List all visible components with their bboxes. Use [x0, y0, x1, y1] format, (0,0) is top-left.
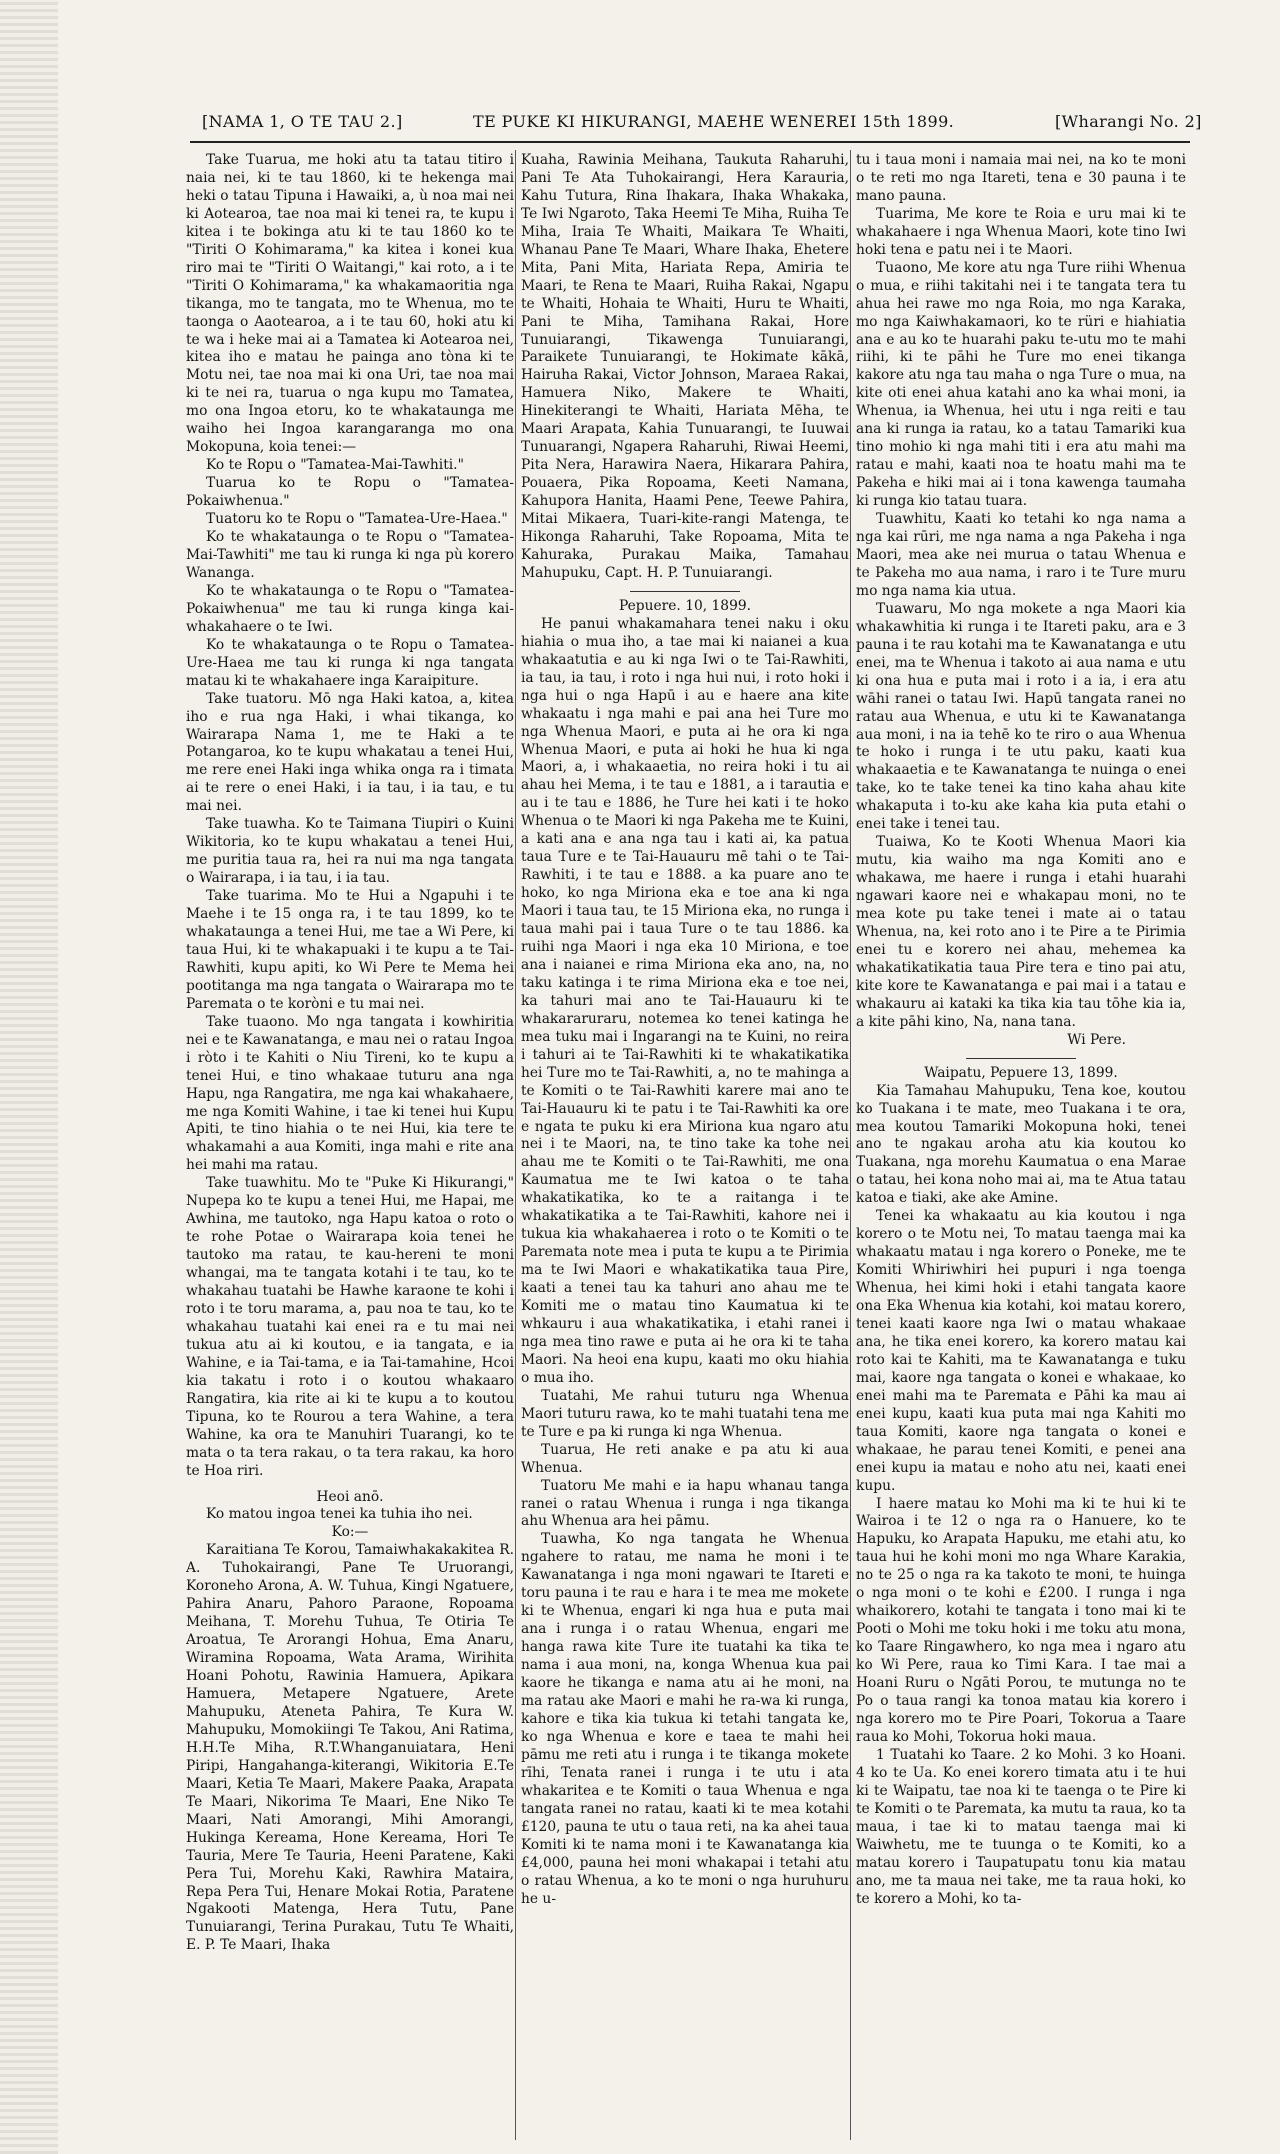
- paragraph: Tuawha, Ko nga tangata he Whenua ngahere to ratau, me nama he moni i te Kawanatanga i nga moni ngawari te Itareti e toru pauna i te rau e hara i te mea me mokete ki te Whenua, engari ki nga hua e puta mai ana i runga i o ratau Whenua, engari me hanga rawa kite Ture ite tuatahi ka tika te nama i aua moni, na, konga Whenua kua pai kaore he tikanga e nama atu ai he moni, na ma ratau ake Maori e mahi he ra-wa ki runga, kahore e tika kia tukua ki tetahi tangata ke, ko nga Whenua e kore e taea te mahi hei pāmu me reti atu i runga i te tikanga mokete rīhi, Tenata ranei i runga i te utu i ata whakaritea e te Komiti o taua Whenua e nga tangata ranei no ratau, kaati ki te mea kotahi £120, pauna te utu o taua reti, na ka ahei taua Komiti ki te nama moni i te Kawanatanga kia £4,000, pauna hei moni whakapai i tetahi atu o ratau Whenua, a ko te moni o nga huruhuru he u-: [521, 1531, 849, 1907]
- page-header: [190, 112, 1202, 140]
- paragraph: Tenei ka whakaatu au kia koutou i nga korero o te Motu nei, To matau taenga mai ka whakaatu matau i nga korero o Poneke, me te Komiti Whiriwhiri hei pupuri i nga toenga Whenua, hei kimi hoki i etahi tangata kaore ona Eka Whenua kia kotahi, koi matau korero, tenei kaati kaore nga Iwi o matau whakaae ana, he tika enei korero, ka korero matau kai roto kai te Kahiti, ma te Kawanatanga e tuku mai, kaore nga tangata o konei e whakaae, ko enei mahi ma te Paremata e Pāhi ka mau ai enei kupu, kaati kua puta mai nga Kahiti mo taua Komiti, kaore nga tangata o konei e whakaae, he parau tenei Komiti, e penei ana enei kupu ia matau e noho atu nei, kaati enei kupu.: [856, 1208, 1186, 1494]
- paragraph: Take Tuarua, me hoki atu ta tatau titiro i naia nei, ki te tau 1860, ki te hekenga mai heki o tatau Tipuna i Hawaiki, a, ù noa mai nei ki Aotearoa, tae noa mai ki tenei ra, te kupu i kitea i te bokinga atu ki te tau 1860 ko te "Tiriti O Kohimarama," ka kitea i konei kua riro mai te "Tiriti O Waitangi," kai roto, a i te "Tiriti O Kohimarama," ka whakamaoritia nga tikanga, mo te tangata, mo te Whenua, mo te taonga o Aaotearoa, a i te tau 60, hoki atu ki te wa i heke mai ai a Tamatea ki Aotearoa nei, kitea iho e matau he painga ano tòna ki te Motu nei, tae noa mai ki ona Uri, tae noa mai ki te nei ra, tuarua o nga kupu mo Tamatea, mo ona Ingoa etoru, ko te whakataunga me waiho hei Ingoa karangaranga mo ona Mokopuna, koia tenei:—: [186, 152, 514, 456]
- paragraph: I haere matau ko Mohi ma ki te hui ki te Wairoa i te 12 o nga ra o Hanuere, ko te Hapuku, ko Arapata Hapuku, me etahi atu, ko taua hui he kohi moni mo nga Whare Karakia, no te 25 o nga ra ka takoto te moni, te huinga o nga moni o te kohi e £200. I runga i nga whaikorero, kotahi te tangata i tono mai ki te Pooti o Mohi me toku hoki i me toku atu mona, ko Taare Ringawhero, ko nga mea i ngaro atu ko Wi Pere, raua ko Timi Kara. I tae mai a Hoani Ruru o Ngāti Porou, te mutunga no te Po o taua rangi ka tonoa matau kia korero i nga korero mo te Pire Poari, Tokorua a Taare raua ko Mohi, Tokorua hoki maua.: [856, 1495, 1186, 1745]
- paragraph: Tuatoru ko te Ropu o "Tamatea-Ure-Haea.": [206, 511, 508, 528]
- paragraph: Ko matou ingoa tenei ka tuhia iho nei.: [206, 1506, 473, 1523]
- paragraph: Tuarima, Me kore te Roia e uru mai ki te whakahaere i nga Whenua Maori, kote tino Iwi hoki tena e patu nei i te Maori.: [856, 205, 1186, 258]
- paragraph: Take tuatoru. Mō nga Haki katoa, a, kitea iho e rua nga Haki, i whai tikanga, ko Wairarapa Nama 1, me te Haki a te Potangaroa, ko te kupu whakatau a tenei Hui, me rere enei Haki inga whika onga ra i timata ai te rere o enei Haki, i ia tau, i ia tau, e tu mai nei.: [186, 690, 514, 815]
- paragraph: Ko te whakataunga o te Ropu o "Tamatea-Pokaiwhenua" me tau ki runga kinga kai-whakahaere o te Iwi.: [186, 582, 514, 635]
- page-number: [Wharangi No. 2]: [1055, 112, 1202, 131]
- paragraph: Tuawaru, Mo nga mokete a nga Maori kia whakawhitia ki runga i te Itareti paku, ara e 3 pauna i te rau kotahi ma te Kawanatanga e utu enei, ma te Whenua i takoto ai aua nama e utu ki ona hua e puta mai i roto i a ia, i era atu wāhi ranei o tatau Iwi. Hapū tangata ranei no ratau aua Whenua, e utu ki te Kawanatanga aua moni, i na ia tehē ko te riro o aua Whenua te hoko i runga i te utu paku, kaati kua whakaaetia e te Kawanatanga te nuinga o enei take, ko te take tenei ka tino kaha ahau kite whakaputa i to-ku ake kaha kia puta etahi o enei take i tenei tau.: [856, 600, 1186, 833]
- paragraph: Take tuarima. Mo te Hui a Ngapuhi i te Maehe i te 15 onga ra, i te tau 1899, ko te whakataunga a tenei Hui, me tae a Wi Pere, ki taua Hui, ki te whakapuaki i te kupu a te Tai-Rawhiti, kupu apiti, ko Wi Pere te Mema hei pootitanga ma nga tangata o Wairarapa mo te Paremata o te koròni e tu mai nei.: [186, 888, 514, 1012]
- section-separator: [630, 591, 740, 592]
- signatories-list: Kuaha, Rawinia Meihana, Taukuta Raharuhi, Pani Te Ata Tuhokairangi, Hera Karauria, Kahu Tutura, Rina Ihakara, Ihaka Whakaka, Te Iwi Ngaroto, Taka Heemi Te Miha, Ruiha Te Miha, Iraia Te Whaiti, Maikara Te Whaiti, Whanau Pane Te Maari, Whare Ihaka, Ehetere Mita, Pani Mita, Hariata Repa, Amiria te Maari, te Rena te Maari, Ruiha Rakai, Ngapu te Whaiti, Hohaia te Whaiti, Huru te Whaiti, Pani te Miha, Tamihana Rakai, Hore Tunuiarangi, Tikawenga Tunuiarangi, Paraikete Tunuiarangi, te Hokimate kākā, Hairuha Rakai, Victor Johnson, Maraea Rakai, Hamuera Niko, Makere te Whaiti, Hinekiterangi te Whaiti, Hariata Mēha, te Maari Arapata, Kahia Tunuarangi, te Iuuwai Tunuarangi, Ngapera Raharuhi, Riwai Heemi, Pita Nera, Harawira Naera, Hikarara Pahira, Pouaera, Pika Ropoama, Keeti Namana, Kahupora Hanita, Haami Pene, Teewe Pahira, Mitai Mikaera, Tuari-kite-rangi Matenga, te Hikonga Raharuhi, Take Ropoama, Mita te Kahuraka, Purakau Maika, Tamahau Mahupuku, Capt. H. P. Tunuiarangi.: [521, 152, 849, 581]
- paragraph: tu i taua moni i namaia mai nei, na ko te moni o te reti mo nga Itareti, tena e 30 pauna i te mano pauna.: [856, 152, 1186, 204]
- paragraph: Tuarua ko te Ropu o "Tamatea-Pokaiwhenua.": [186, 475, 514, 510]
- author-signature: Wi Pere.: [1067, 1031, 1126, 1048]
- closing-heading: Heoi anō.: [316, 1488, 384, 1505]
- paragraph: Tuatahi, Me rahui tuturu nga Whenua Maori tuturu rawa, ko te mahi tuatahi tena me te Ture e pa ki runga ki nga Whenua.: [521, 1387, 849, 1440]
- paragraph: Tuarua, He reti anake e pa atu ki aua Whenua.: [521, 1441, 849, 1476]
- column-3: [856, 152, 1186, 2142]
- paragraph: Tuatoru Me mahi e ia hapu whanau tanga ranei o ratau Whenua i runga i nga tikanga ahu Whenua ara hei pāmu.: [521, 1477, 849, 1530]
- masthead-title: TE PUKE KI HIKURANGI, MAEHE WENEREI 15th 1899.: [473, 112, 955, 131]
- paragraph: Tuawhitu, Kaati ko tetahi ko nga nama a nga kai rūri, me nga nama a nga Pakeha i nga Maori, mea ake nei murua o tatau Whenua e te Pakeha mo aua nama, i raro i te Ture muru mo nga nama kia utua.: [856, 511, 1186, 599]
- paragraph: He panui whakamahara tenei naku i oku hiahia o mua iho, a tae mai ki naianei a kua whakaatutia e au ki nga Iwi o te Tai-Rawhiti, ia tau, ia tau, i roto i nga hui nui, i roto hoki i nga hui o nga Hapū i au e haere ana kite whakaatu i nga mahi e pai ana hei Ture mo nga Whenua Maori, e puta ai he ora ki nga Whenua Maori, e puta ai hoki he hua ki nga Maori, a, i whakaaetia, no reira hoki i tu ai ahau hei Mema, i te tau e 1881, a i tarautia e au i te tau e 1886, he Ture hei kati i te hoko Whenua o te Maori ki nga Pakeha me te Kuini, a kati ana e ana nga tau i kati ai, ka patua taua Ture e te Tai-Hauauru mē tahi o te Tai-Rawhiti, i te tau e 1888. a ka puare ano te hoko, ko nga Miriona eka e toe ana ki nga Maori i taua tau, te 15 Miriona eka, no runga i taua mahi pai i taua Ture o te tau 1886. ka ruihi nga Maori i nga eka 10 Miriona, e toe ana i naianei e rima Miriona eka ano, na, no taku katinga i te rima Miriona eka e toe nei, ka tahuri mai ano te Tai-Hauauru ki te whakararuraru, notemea ko tenei katinga he mea tuku mai i Ingarangi na te Kuini, no reira i tahuri ai te Tai-Rawhiti ki te whakatikatika hei Ture mo te Tai-Rawhiti, a, no te mahinga a te Komiti o te Tai-Rawhiti karere mai ano te Tai-Hauauru ki te patu i te Tai-Rawhiti ka ore e ngata te puku ki era Miriona kua ngaro atu nei i te Maori, na, te tino take ka tohe nei ahau me te Komiti o te Tai-Rawhiti, me ona Kaumatua me te Iwi katoa o te taha whakatikatika, ko te a raitanga i te whakatikatika a te Tai-Rawhiti, kahore nei i tukua kia whakahaerea i roto o te Komiti o te Paremata note mea i puta te kupu a te Pirimia ma te Iwi Maori e whakatikatika taua Pire, kaati a tenei tau ka tahuri ano ahau me te Komiti me o matau tino Kaumatua ki te whkauru i aua whakatikatika, i etahi ranei i nga mea tino rawe e puta ai he ora ki te taha Maori. Na heoi ena kupu, kaati mo oku hiahia o mua iho.: [521, 615, 849, 1386]
- paragraph: Take tuaono. Mo nga tangata i kowhiritia nei e te Kawanatanga, e mau nei o ratau Ingoa i ròto i te Kahiti o Niu Tireni, ko te kupu a tenei Hui, e tino whakaae tuturu ana nga Hapu, nga Rangatira, me nga kai whakahaere, me nga Komiti Wahine, i tae ki tenei hui Kupu Apiti, te tino hiahia o te nei Hui, kia tere te whakamahi a aua Komiti, inga mahi e rite ana hei mahi ma ratau.: [186, 1013, 514, 1174]
- list-heading: Ko:—: [331, 1524, 369, 1541]
- issue-number: [NAMA 1, O TE TAU 2.]: [202, 112, 403, 131]
- paragraph: Ko te whakataunga o te Ropu o Tamatea-Ure-Haea me tau ki runga ki nga tangata matau ki te whakahaere inga Karaipiture.: [186, 636, 514, 689]
- section-separator: [966, 1058, 1076, 1059]
- paragraph: Ko te whakataunga o te Ropu o "Tamatea-Mai-Tawhiti" me tau ki runga ki nga pù korero Wananga.: [186, 529, 514, 581]
- letter-dateline: Waipatu, Pepuere 13, 1899.: [924, 1064, 1118, 1081]
- paragraph: Take tuawhitu. Mo te "Puke Ki Hikurangi," Nupepa ko te kupu a tenei Hui, me Hapai, me Awhina, me tautoko, nga Hapu katoa o roto o te rohe Potae o Wairarapa koia tenei he tautoko ma ratau, te kau-hereni te moni whangai, ma te tangata kotahi i te tau, ko te whakahau tuatahi be Hawhe karaone te kohi i roto i te toru marama, a, pau noa te tau, ko te whakahau tuatahi kai enei ra e tu mai nei tukua atu ai ki koutou, e ia tangata, e ia Wahine, e ia Tai-tama, e ia Tai-tamahine, Hcoi kia takatu i roto i o koutou whakaaro Rangatira, kia rite ai ki te kupu a to koutou Tipuna, ko te Rourou a tera Wahine, a tera Wahine, ka ora te Manuhiri Tuarangi, ko te mata o ta tera rakau, o ta tera rakau, ka horo te Hoa riri.: [186, 1175, 514, 1479]
- paragraph: 1 Tuatahi ko Taare. 2 ko Mohi. 3 ko Hoani. 4 ko te Ua. Ko enei korero timata atu i te hui ki te Waipatu, tae noa ki te taenga o te Pire ki te Komiti o te Paremata, ka mutu ta raua, ko ta maua, i tae ki to matau taenga mai ki Waiwhetu, me te tuunga o te Komiti, ko a matau korero i Taupatupatu tonu kia matau ano, me ta maua nei take, me ta raua hoki, ko te korero a Mohi, ko ta-: [856, 1746, 1186, 1907]
- column-divider: [515, 150, 516, 2140]
- article-dateline: Pepuere. 10, 1899.: [618, 597, 752, 614]
- signatories-list: Karaitiana Te Korou, Tamaiwhakakakitea R. A. Tuhokairangi, Pane Te Uruorangi, Koroneho Arona, A. W. Tuhua, Kingi Ngatuere, Pahira Anaru, Pahoro Paraone, Ropoama Meihana, T. Morehu Tuhua, Te Otiria Te Aroatua, Te Arorangi Hohua, Ema Anaru, Wiramina Ropoama, Wata Arama, Wirihita Hoani Pohotu, Rawinia Hamuera, Apikara Hamuera, Metapere Ngatuere, Arete Mahupuku, Ateneta Pahira, Te Kura W. Mahupuku, Momokiingi Te Takou, Ani Ratima, H.H.Te Miha, R.T.Whanganuiatara, Heni Piripi, Hangahanga-kiterangi, Wikitoria E.Te Maari, Ketia Te Maari, Makere Paaka, Arapata Te Maari, Nikorima Te Maari, Ene Niko Te Maari, Nati Amorangi, Mihi Amorangi, Hukinga Kereama, Hone Kereama, Hori Te Tauria, Mere Te Tauria, Heeni Paratene, Kaki Pera Tui, Morehu Kaki, Rawhira Mataira, Repa Pera Tui, Henare Mokai Rotia, Paratene Ngakooti Matenga, Hera Tutu, Pane Tunuiarangi, Terina Purakau, Tutu Te Whaiti, E. P. Te Maari, Ihaka: [186, 1542, 514, 1954]
- header-rule: [190, 141, 1190, 143]
- paragraph: Tuaono, Me kore atu nga Ture riihi Whenua o mua, e riihi takitahi nei i te tangata tera tu ahua hei rawe mo nga Roia, mo nga Karaka, mo nga Kaiwhakamaori, ko te rüri e hiahiatia ana e au ko te huarahi paku te-utu mo te mahi riihi, ki te pāhi he Ture mo enei tikanga kakore atu nga tau maha o nga Ture o mua, na kite oti enei ahua katahi ano ka whai moni, ia Whenua, ia Whenua, hei utu i nga reiti e tau ana ki runga ia ratau, ko a tatau Tamariki kua tino mohio ki nga mahi titi i era atu mahi ma ratau e mahi, kaati noa te hoatu mahi ma te Pakeha e hiki mai ai i tona kawenga taumaha ki runga kio tatau tuara.: [856, 259, 1186, 510]
- paragraph: Kia Tamahau Mahupuku, Tena koe, koutou ko Tuakana i te mate, meo Tuakana i te ora, mea koutou Tamariki Mokopuna hoki, tenei ano te ngakau aroha atu kia koutou ko Tuakana, nga morehu Kaumatua o ena Marae o tatau, hei kona noho mai ai, ma te Atua tatau katoa e tiaki, ake ake Amine.: [856, 1082, 1186, 1207]
- paragraph: Ko te Ropu o "Tamatea-Mai-Tawhiti.": [206, 457, 464, 474]
- column-2: [521, 152, 849, 2142]
- paragraph: Take tuawha. Ko te Taimana Tiupiri o Kuini Wikitoria, ko te kupu whakatau a tenei Hui, me puritia taua ra, hei ra nui ma nga tangata o Wairarapa, i ia tau, i ia tau.: [186, 816, 514, 887]
- paragraph: Tuaiwa, Ko te Kooti Whenua Maori kia mutu, kia waiho ma nga Komiti ano e whakawa, me haere i runga i etahi huarahi ngawari kaore nei e whakapau moni, no te mea kote pu take tenei i mate ai o tatau Whenua, na, kei roto ano i te Pire a te Pirimia enei tu e korero nei ahau, mehemea ka whakatikatikatia taua Pire tera e tino pai atu, kite kore te Kawanatanga e pai mai i a tatau e whakauru ai kataki ka tika kia tau tōhe kia ia, a kite pāhi kino, Na, nana tana.: [856, 834, 1186, 1030]
- page-binding-edge: [0, 0, 58, 2154]
- column-1: [186, 152, 514, 2142]
- column-divider: [850, 150, 851, 2140]
